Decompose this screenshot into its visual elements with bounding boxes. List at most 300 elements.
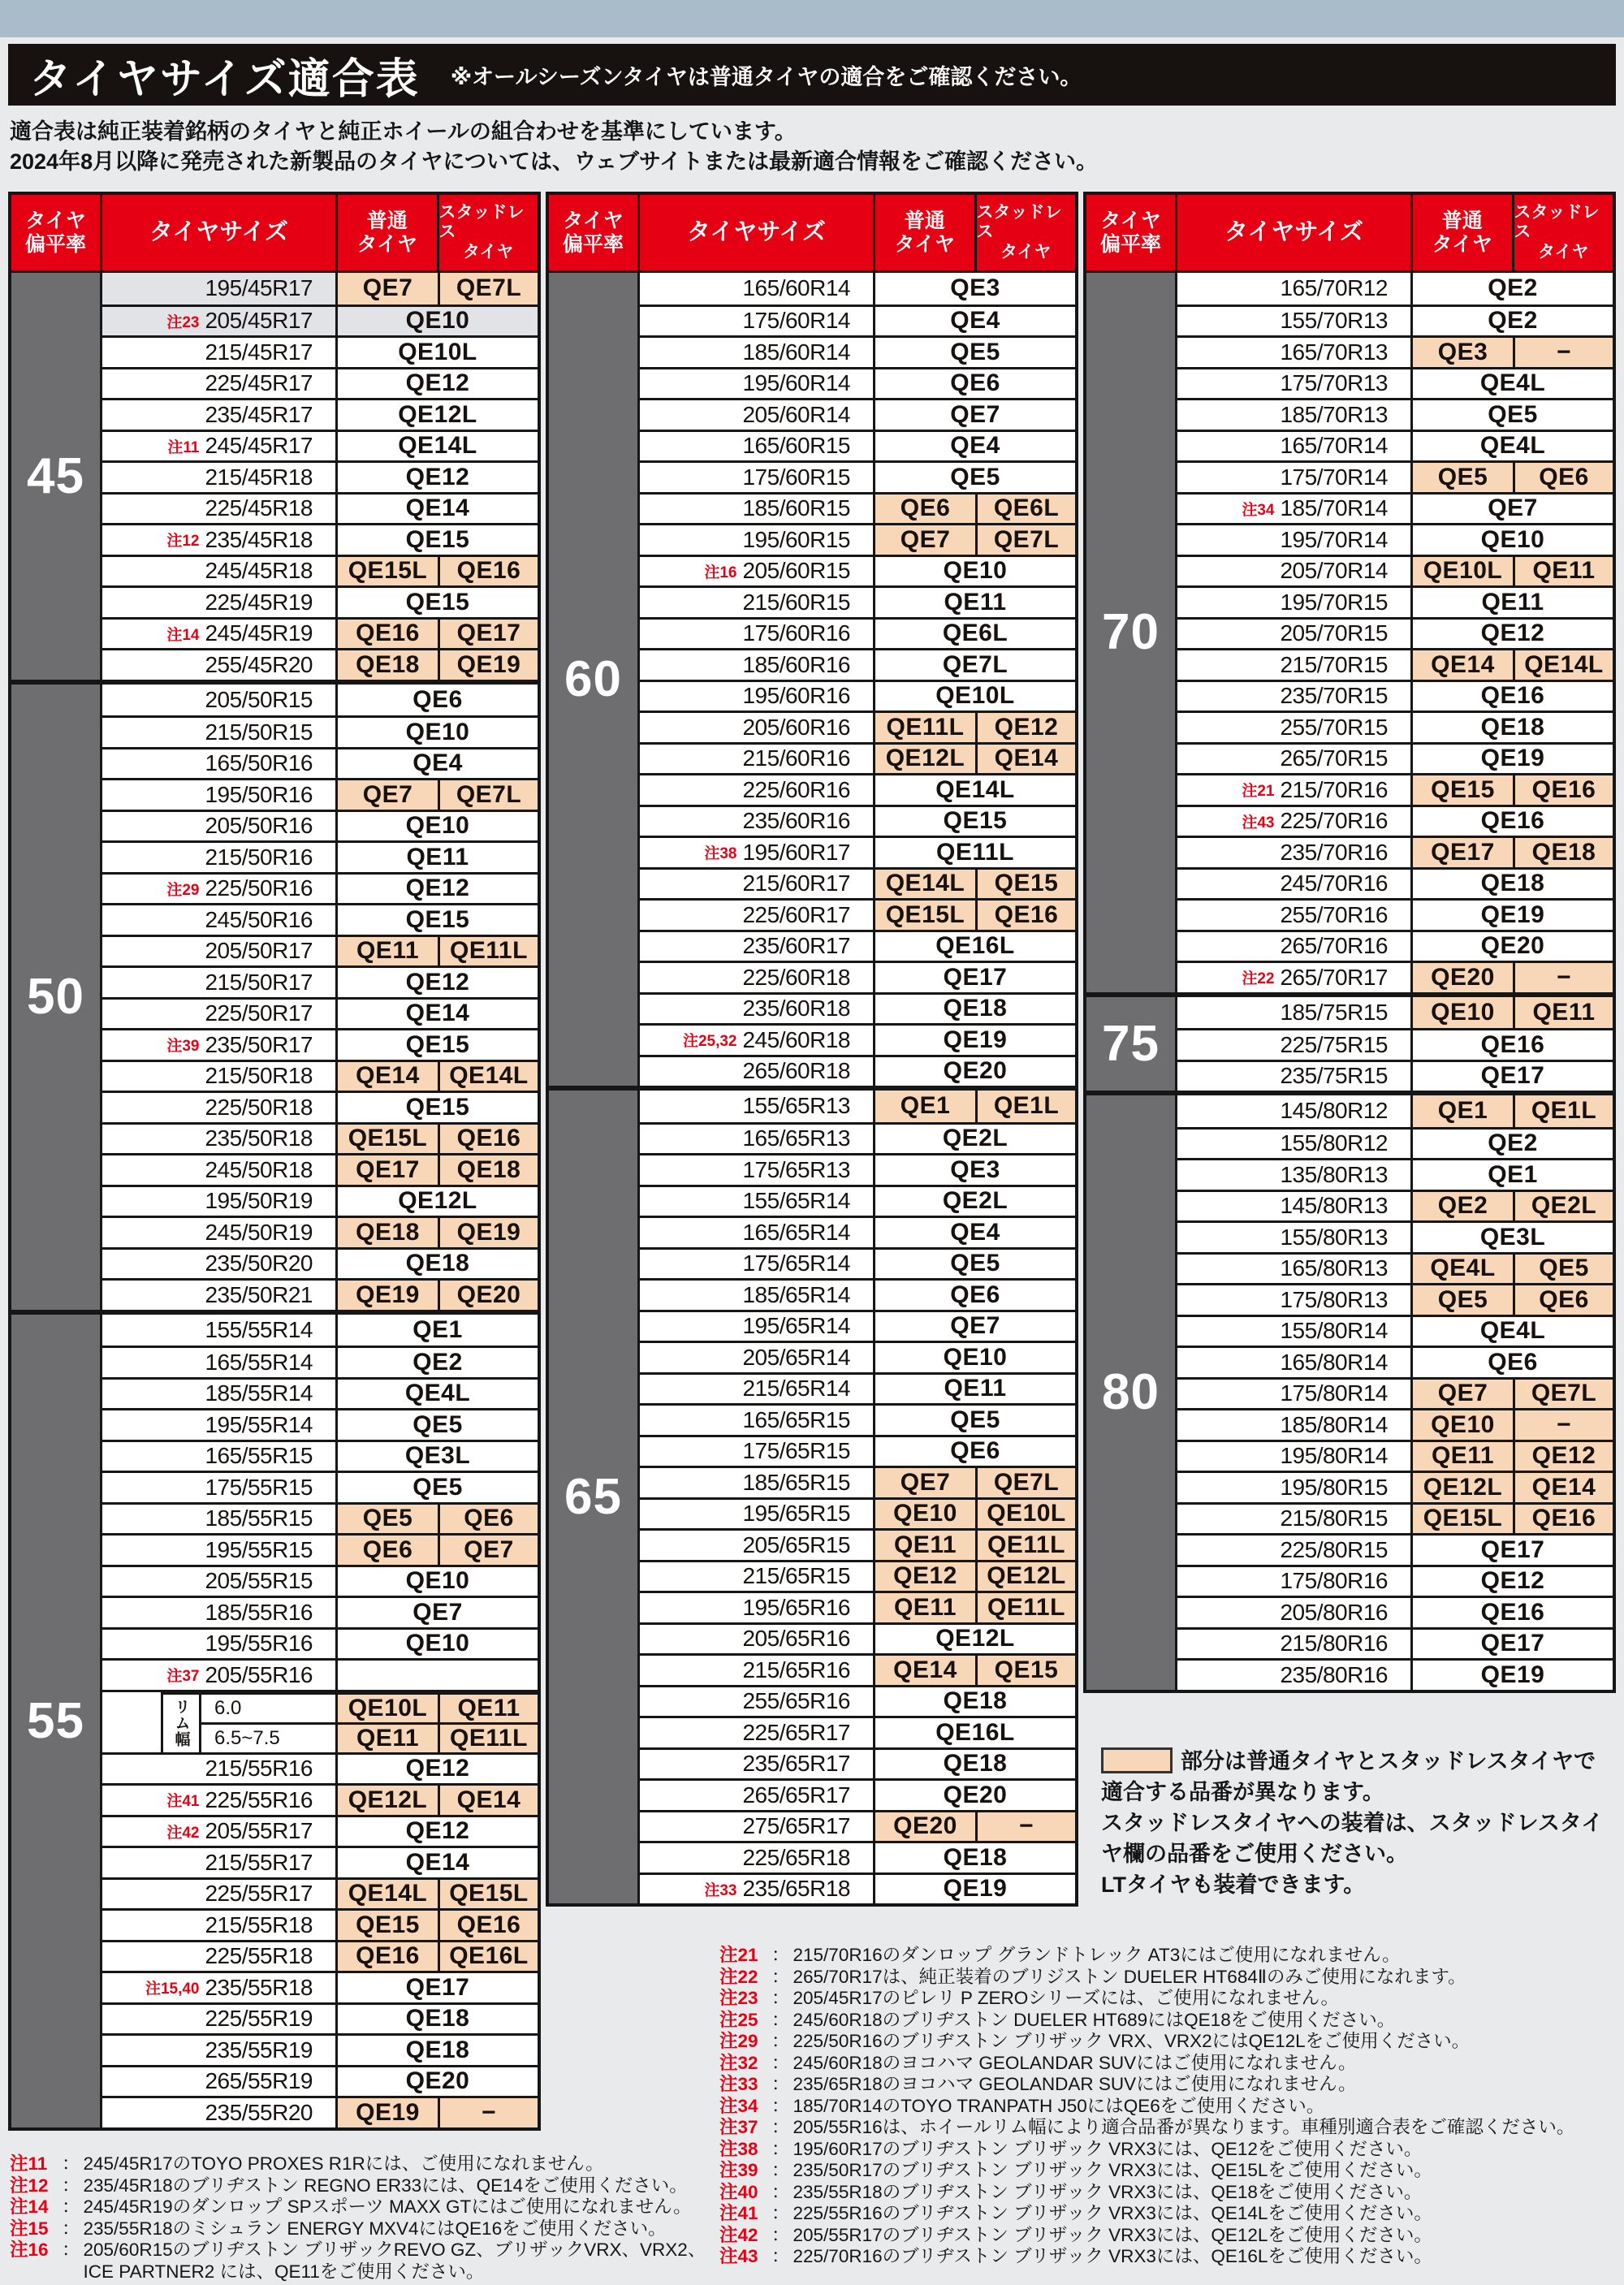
qe-code-cell: QE10L [875,682,1075,711]
qe-code-studless: QE16 [1513,775,1613,805]
qe-value-cells [338,749,538,779]
table-row [102,1440,538,1471]
qe-code-cell: QE2L [875,1187,1075,1216]
tire-size-value: 215/65R14 [742,1376,850,1402]
rim-width-block [102,1690,538,1752]
qe-value-cells [338,1630,538,1659]
qe-value-cells [338,812,538,841]
qe-code-normal: QE16 [338,620,438,649]
tire-size-value: 175/60R16 [742,620,850,646]
qe-value-cells [1413,1442,1613,1471]
tire-size-cell [102,1630,338,1659]
qe-value-cells [1413,1630,1613,1659]
tire-size-value: 215/80R15 [1280,1505,1388,1531]
qe-value-cells [1413,338,1613,367]
tire-size-value: 155/65R13 [742,1093,850,1119]
note-item [10,2240,713,2283]
qe-code-cell: QE11 [875,1375,1075,1404]
tire-size-cell [640,400,875,430]
qe-value-cells [875,1750,1075,1779]
qe-code-normal: QE11 [338,1725,438,1752]
qe-code-studless: QE1L [1513,1095,1613,1127]
qe-code-cell: QE5 [875,1250,1075,1279]
qe-value-cells [338,780,538,810]
tire-size-cell [1177,650,1413,680]
tire-size-cell [640,932,875,961]
tire-size-cell [640,1687,875,1717]
qe-value-cells [338,1062,538,1091]
tire-size-value: 165/65R14 [742,1219,850,1245]
tire-size-value: 225/50R16 [205,875,313,901]
note-ref: 注15,40 [145,1980,200,1998]
qe-code-normal: QE14 [1413,650,1513,680]
tire-size-value: 205/50R17 [205,938,313,964]
qe-code-studless: QE18 [438,1155,538,1185]
note-ref-label: 注29 [719,2031,758,2051]
tire-size-value: 215/60R16 [742,745,850,771]
section-rows [640,273,1075,1086]
tire-size-value: 185/65R15 [742,1469,850,1495]
header-tire-size [640,195,875,270]
intro-text [10,117,1614,177]
header-label: タイヤ [563,209,624,232]
qe-code-cell: QE6 [875,1437,1075,1466]
tire-size-value: 205/55R16 [205,1661,313,1687]
qe-code-cell: QE16 [1413,682,1613,711]
header-label: タイヤ [1100,209,1161,232]
qe-code-cell: QE14L [875,775,1075,805]
qe-code-cell: QE3 [875,273,1075,305]
tire-size-cell [102,1880,338,1909]
qe-code-cell: QE1 [1413,1160,1613,1190]
table-row [102,1533,538,1565]
table-row [1177,1190,1613,1221]
qe-value-cells [1413,620,1613,649]
qe-value-cells [1413,1062,1613,1091]
table-row [1177,1127,1613,1159]
note-item [719,1945,1621,1967]
table-row [102,1877,538,1909]
header-label: タイヤサイズ [149,218,289,245]
qe-code-normal: QE14 [338,1062,438,1091]
table-row [1177,997,1613,1029]
tire-size-value: 225/55R16 [205,1786,313,1812]
qe-code-studless: QE11L [438,937,538,966]
table-row [102,1346,538,1377]
qe-code-studless: QE16 [1513,1505,1613,1534]
tire-size-value: 225/55R19 [205,2006,313,2032]
note-ref-label: 注16 [10,2240,49,2260]
qe-code-normal: QE18 [338,1218,438,1247]
table-row [640,930,1075,961]
qe-value-cells [1413,775,1613,805]
tire-size-value: 175/65R13 [742,1156,850,1182]
qe-value-cells [338,2036,538,2065]
qe-value-cells [338,1473,538,1502]
qe-value-cells [338,1817,538,1847]
tire-size-value: 185/60R16 [742,651,850,677]
header-label: タイヤ [25,209,86,232]
tire-size-cell [640,995,875,1024]
qe-value-cells [338,1786,538,1815]
tire-size-cell [640,495,875,524]
tire-size-value: 195/65R15 [742,1501,850,1527]
tire-size-value: 225/65R18 [742,1844,850,1870]
qe-code-normal: QE15L [338,1125,438,1154]
qe-code-cell: QE17 [338,1973,538,2002]
note-ref-label: 注34 [719,2095,758,2116]
qe-code-normal: QE10 [1413,997,1513,1029]
table-row [640,1055,1075,1086]
qe-value-cells [1413,1255,1613,1284]
tire-size-value: 205/80R16 [1280,1599,1388,1625]
tire-size-value: 235/50R17 [205,1031,313,1057]
aspect-ratio-value: 55 [27,1692,84,1749]
tire-size-cell [1177,1661,1413,1690]
qe-value-cells [875,1026,1075,1055]
table-row [1177,1627,1613,1659]
tire-size-value: 185/55R15 [205,1505,313,1531]
qe-code-cell: QE14L [338,432,538,461]
qe-value-cells [338,2098,538,2127]
table-row [640,1372,1075,1404]
qe-code-cell: QE10 [338,718,538,747]
note-text: 225/70R16のブリヂストン ブリザック VRX3には、QE16Lをご使用ください。 [793,2246,1432,2266]
qe-code-studless: QE14 [975,745,1075,774]
qe-value-cells [875,307,1075,336]
tire-size-cell [102,1505,338,1534]
tire-size-value: 215/80R16 [1280,1631,1388,1657]
qe-code-cell: QE15 [338,1030,538,1060]
table-row [640,648,1075,680]
tire-size-cell [1177,307,1413,336]
qe-code-cell: QE3L [1413,1223,1613,1252]
qe-code-studless: QE11 [1513,557,1613,586]
qe-value-cells [875,1625,1075,1654]
header-tire-size [1177,195,1413,270]
tire-size-value: 205/50R16 [205,813,313,839]
qe-value-cells [1413,1192,1613,1221]
qe-value-cells [875,369,1075,399]
tire-size-value: 235/80R16 [1280,1661,1388,1687]
table-row [102,1471,538,1502]
qe-code-normal: QE7 [875,1468,975,1497]
qe-code-studless: − [438,2098,538,2127]
tire-size-value: 195/65R16 [742,1594,850,1620]
tire-size-cell [640,713,875,742]
tire-size-cell [640,525,875,555]
table-row [102,398,538,430]
qe-value-cells [1413,1223,1613,1252]
tire-size-cell [640,1750,875,1779]
section-rows [102,273,538,680]
qe-value-cells [338,307,538,336]
table-row [102,2096,538,2127]
qe-code-normal: QE11L [875,713,975,742]
tire-table [1083,192,1616,1693]
tire-size-cell [102,812,338,841]
qe-code-studless: QE6 [1513,463,1613,492]
qe-value-cells [338,338,538,367]
header-label: タイヤ [1432,232,1492,256]
tire-size-value: 185/70R14 [1280,495,1388,521]
tire-size-value: 195/50R19 [205,1188,313,1214]
qe-value-cells [875,1562,1075,1592]
tire-size-value: 175/55R15 [205,1474,313,1500]
header-normal-tire [338,195,439,270]
tire-size-cell [1177,1536,1413,1565]
qe-value-cells [1413,1505,1613,1534]
qe-code-studless: QE6 [1513,1285,1613,1315]
qe-code-normal: QE5 [1413,1285,1513,1315]
table-row [102,585,538,617]
tire-size-cell [102,749,338,779]
qe-value-cells [338,463,538,492]
table-row [640,992,1075,1024]
tire-size-cell [640,1155,875,1185]
table-row [102,935,538,966]
qe-code-studless: QE7L [975,1468,1075,1497]
tire-size-cell [1177,1160,1413,1190]
qe-code-normal: QE5 [1413,463,1513,492]
qe-value-cells [338,685,538,716]
qe-code-cell: QE11 [875,588,1075,617]
qe-code-studless: − [1513,338,1613,367]
rim-width-value: 6.0 [199,1695,338,1722]
qe-value-cells [1413,682,1613,711]
qe-value-cells [338,557,538,586]
qe-code-normal: QE17 [1413,838,1513,867]
tire-table [8,192,541,2131]
qe-code-cell: QE18 [1413,870,1613,899]
note-ref-label: 注12 [10,2175,49,2196]
qe-value-cells [875,1468,1075,1497]
note-colon: ： [771,2181,790,2202]
table-row [640,711,1075,742]
tire-size-cell [102,1942,338,1972]
table-row [640,555,1075,586]
tire-size-cell [1177,1505,1413,1534]
qe-code-cell: QE4L [1413,369,1613,399]
note-colon: ： [62,2153,80,2174]
table-row [640,1435,1075,1466]
tire-size-value: 215/70R15 [1280,651,1388,677]
note-ref: 注39 [166,1038,200,1056]
qe-code-cell: QE3 [875,1155,1075,1185]
table-row [1177,1565,1613,1596]
qe-value-cells [1413,1473,1613,1502]
qe-code-cell: QE6 [1413,1348,1613,1377]
note-item [719,2225,1621,2247]
qe-code-cell: QE20 [875,1057,1075,1086]
table-row [640,367,1075,399]
qe-code-cell: QE2 [338,1348,538,1377]
note-text: 235/50R17のブリヂストン ブリザック VRX3には、QE15Lをご使用ください。 [793,2160,1432,2180]
header-tire-size [102,195,338,270]
qe-value-cells [338,1598,538,1627]
tire-size-value: 195/55R15 [205,1536,313,1562]
qe-code-cell: QE6L [875,620,1075,649]
section-rows [102,685,538,1310]
qe-value-cells [338,620,538,649]
tire-size-value: 155/55R14 [205,1316,313,1342]
qe-code-cell: QE18 [875,1843,1075,1872]
tire-size-cell [1177,588,1413,617]
tire-size-value: 205/70R14 [1280,558,1388,584]
tire-size-value: 205/55R15 [205,1568,313,1594]
qe-value-cells [875,995,1075,1024]
qe-code-studless: − [1513,1410,1613,1440]
note-text: 235/65R18のヨコハマ GEOLANDAR SUVにはご使用になれません。 [793,2074,1357,2094]
rim-width-label: リム幅 [161,1692,199,1752]
qe-value-cells [1413,1317,1613,1346]
qe-code-normal: QE11 [1413,1442,1513,1471]
tire-size-cell [102,1473,338,1502]
note-text: 245/45R19のダンロップ SPスポーツ MAXX GTにはご使用になれません。 [83,2196,692,2217]
qe-value-cells [338,1000,538,1029]
tire-size-cell [102,1250,338,1279]
table-row [102,492,538,524]
qe-value-cells [338,1315,538,1346]
table-row [640,430,1075,461]
top-strip [0,0,1624,37]
tire-size-value: 175/60R14 [742,308,850,334]
table-row [1177,1596,1613,1627]
tire-size-value: 175/80R13 [1280,1286,1388,1312]
tire-size-value: 165/60R15 [742,433,850,459]
note-text: 205/55R17のブリヂストン ブリザック VRX3には、QE12Lをご使用ください。 [793,2224,1432,2245]
tire-size-value: 185/70R13 [1280,401,1388,427]
qe-value-cells [338,968,538,997]
qe-value-cells [338,400,538,430]
qe-value-cells [875,1875,1075,1904]
tire-size-value: 175/80R14 [1280,1380,1388,1406]
tire-size-cell [640,1375,875,1404]
tire-size-cell [102,1848,338,1877]
tire-size-value: 235/55R18 [205,1974,313,2000]
tire-size-cell [640,963,875,992]
qe-value-cells [875,1281,1075,1310]
tire-size-cell [640,1500,875,1529]
table-row [102,778,538,810]
table-row [102,460,538,492]
tire-size-value: 235/50R21 [205,1281,313,1307]
qe-value-cells [875,432,1075,461]
tire-size-cell [1177,400,1413,430]
table-row [1177,430,1613,461]
tire-size-cell [102,588,338,617]
qe-code-normal: QE10 [875,1500,975,1529]
tire-size-value: 235/50R20 [205,1250,313,1276]
tire-size-value: 225/60R18 [742,964,850,990]
table-row [1177,398,1613,430]
tire-size-value: 155/80R13 [1280,1224,1388,1250]
qe-code-normal: QE11 [338,937,438,966]
table-row [1177,1028,1613,1060]
qe-value-cells [338,905,538,935]
table-row [102,1315,538,1346]
note-ref-label: 注22 [719,1966,758,1987]
qe-code-cell: QE18 [875,1687,1075,1717]
qe-code-cell: QE19 [1413,745,1613,774]
tire-size-cell [1177,932,1413,961]
table-row [640,1122,1075,1154]
header-label: タイヤ [462,242,514,261]
qe-code-normal: QE12L [338,1786,438,1815]
table-row [640,805,1075,836]
tire-size-cell [640,807,875,836]
aspect-section [1086,992,1613,1091]
qe-value-cells [875,1187,1075,1216]
qe-value-cells [338,1093,538,1122]
tire-size-cell [1177,1255,1413,1284]
note-ref: 注22 [1242,970,1275,988]
qe-code-cell: QE12 [1413,620,1613,649]
qe-value-cells [338,1410,538,1440]
tire-size-cell [640,557,875,586]
table-row [640,617,1075,649]
qe-value-cells [875,1155,1075,1185]
tire-size-cell [102,2005,338,2034]
tire-size-value: 165/55R15 [205,1443,313,1469]
qe-value-cells [338,1505,538,1534]
tire-size-cell [102,1755,338,1784]
header-label: 普通 [904,209,945,232]
qe-value-cells [875,620,1075,649]
tire-size-cell [1177,495,1413,524]
table-row [102,840,538,872]
header-label: タイヤ [1537,242,1589,261]
tire-size-value: 165/55R14 [205,1349,313,1375]
table-row [640,1403,1075,1435]
table-row [102,617,538,649]
qe-code-cell: QE16L [875,932,1075,961]
tire-size-value: 245/45R19 [205,620,313,646]
tire-size-value: 195/60R15 [742,526,850,552]
qe-code-studless: QE14 [438,1786,538,1815]
table-row [640,1153,1075,1185]
tire-size-cell [102,369,338,399]
qe-value-cells [338,369,538,399]
tire-size-value: 175/60R15 [742,464,850,490]
qe-code-studless: QE16 [438,1125,538,1154]
table-row [1177,335,1613,367]
qe-value-cells [875,963,1075,992]
note-colon: ： [771,2246,790,2266]
table-header-row [1086,195,1613,273]
tire-size-cell [102,1218,338,1247]
note-text: 265/70R17は、純正装着のブリジストン DUELER HT684Ⅱのみご使用になれます。 [793,1966,1466,1987]
qe-code-cell: QE5 [875,463,1075,492]
qe-code-cell: QE20 [338,2067,538,2097]
qe-value-cells [875,1218,1075,1247]
table-row [102,1278,538,1310]
table-row [640,1810,1075,1842]
tire-size-cell [1177,1630,1413,1659]
note-ref: 注42 [166,1824,200,1842]
tire-size-cell [1177,1130,1413,1159]
footnotes-right [719,1945,1621,2268]
qe-code-studless: QE11 [1513,997,1613,1029]
note-ref: 注23 [166,313,200,331]
qe-code-cell: QE1 [338,1315,538,1346]
tire-size-value: 175/80R16 [1280,1568,1388,1594]
table-row [640,1023,1075,1055]
table-row [640,1497,1075,1529]
qe-code-studless: QE17 [438,620,538,649]
qe-code-cell: QE17 [875,963,1075,992]
qe-code-normal: QE5 [338,1505,438,1534]
